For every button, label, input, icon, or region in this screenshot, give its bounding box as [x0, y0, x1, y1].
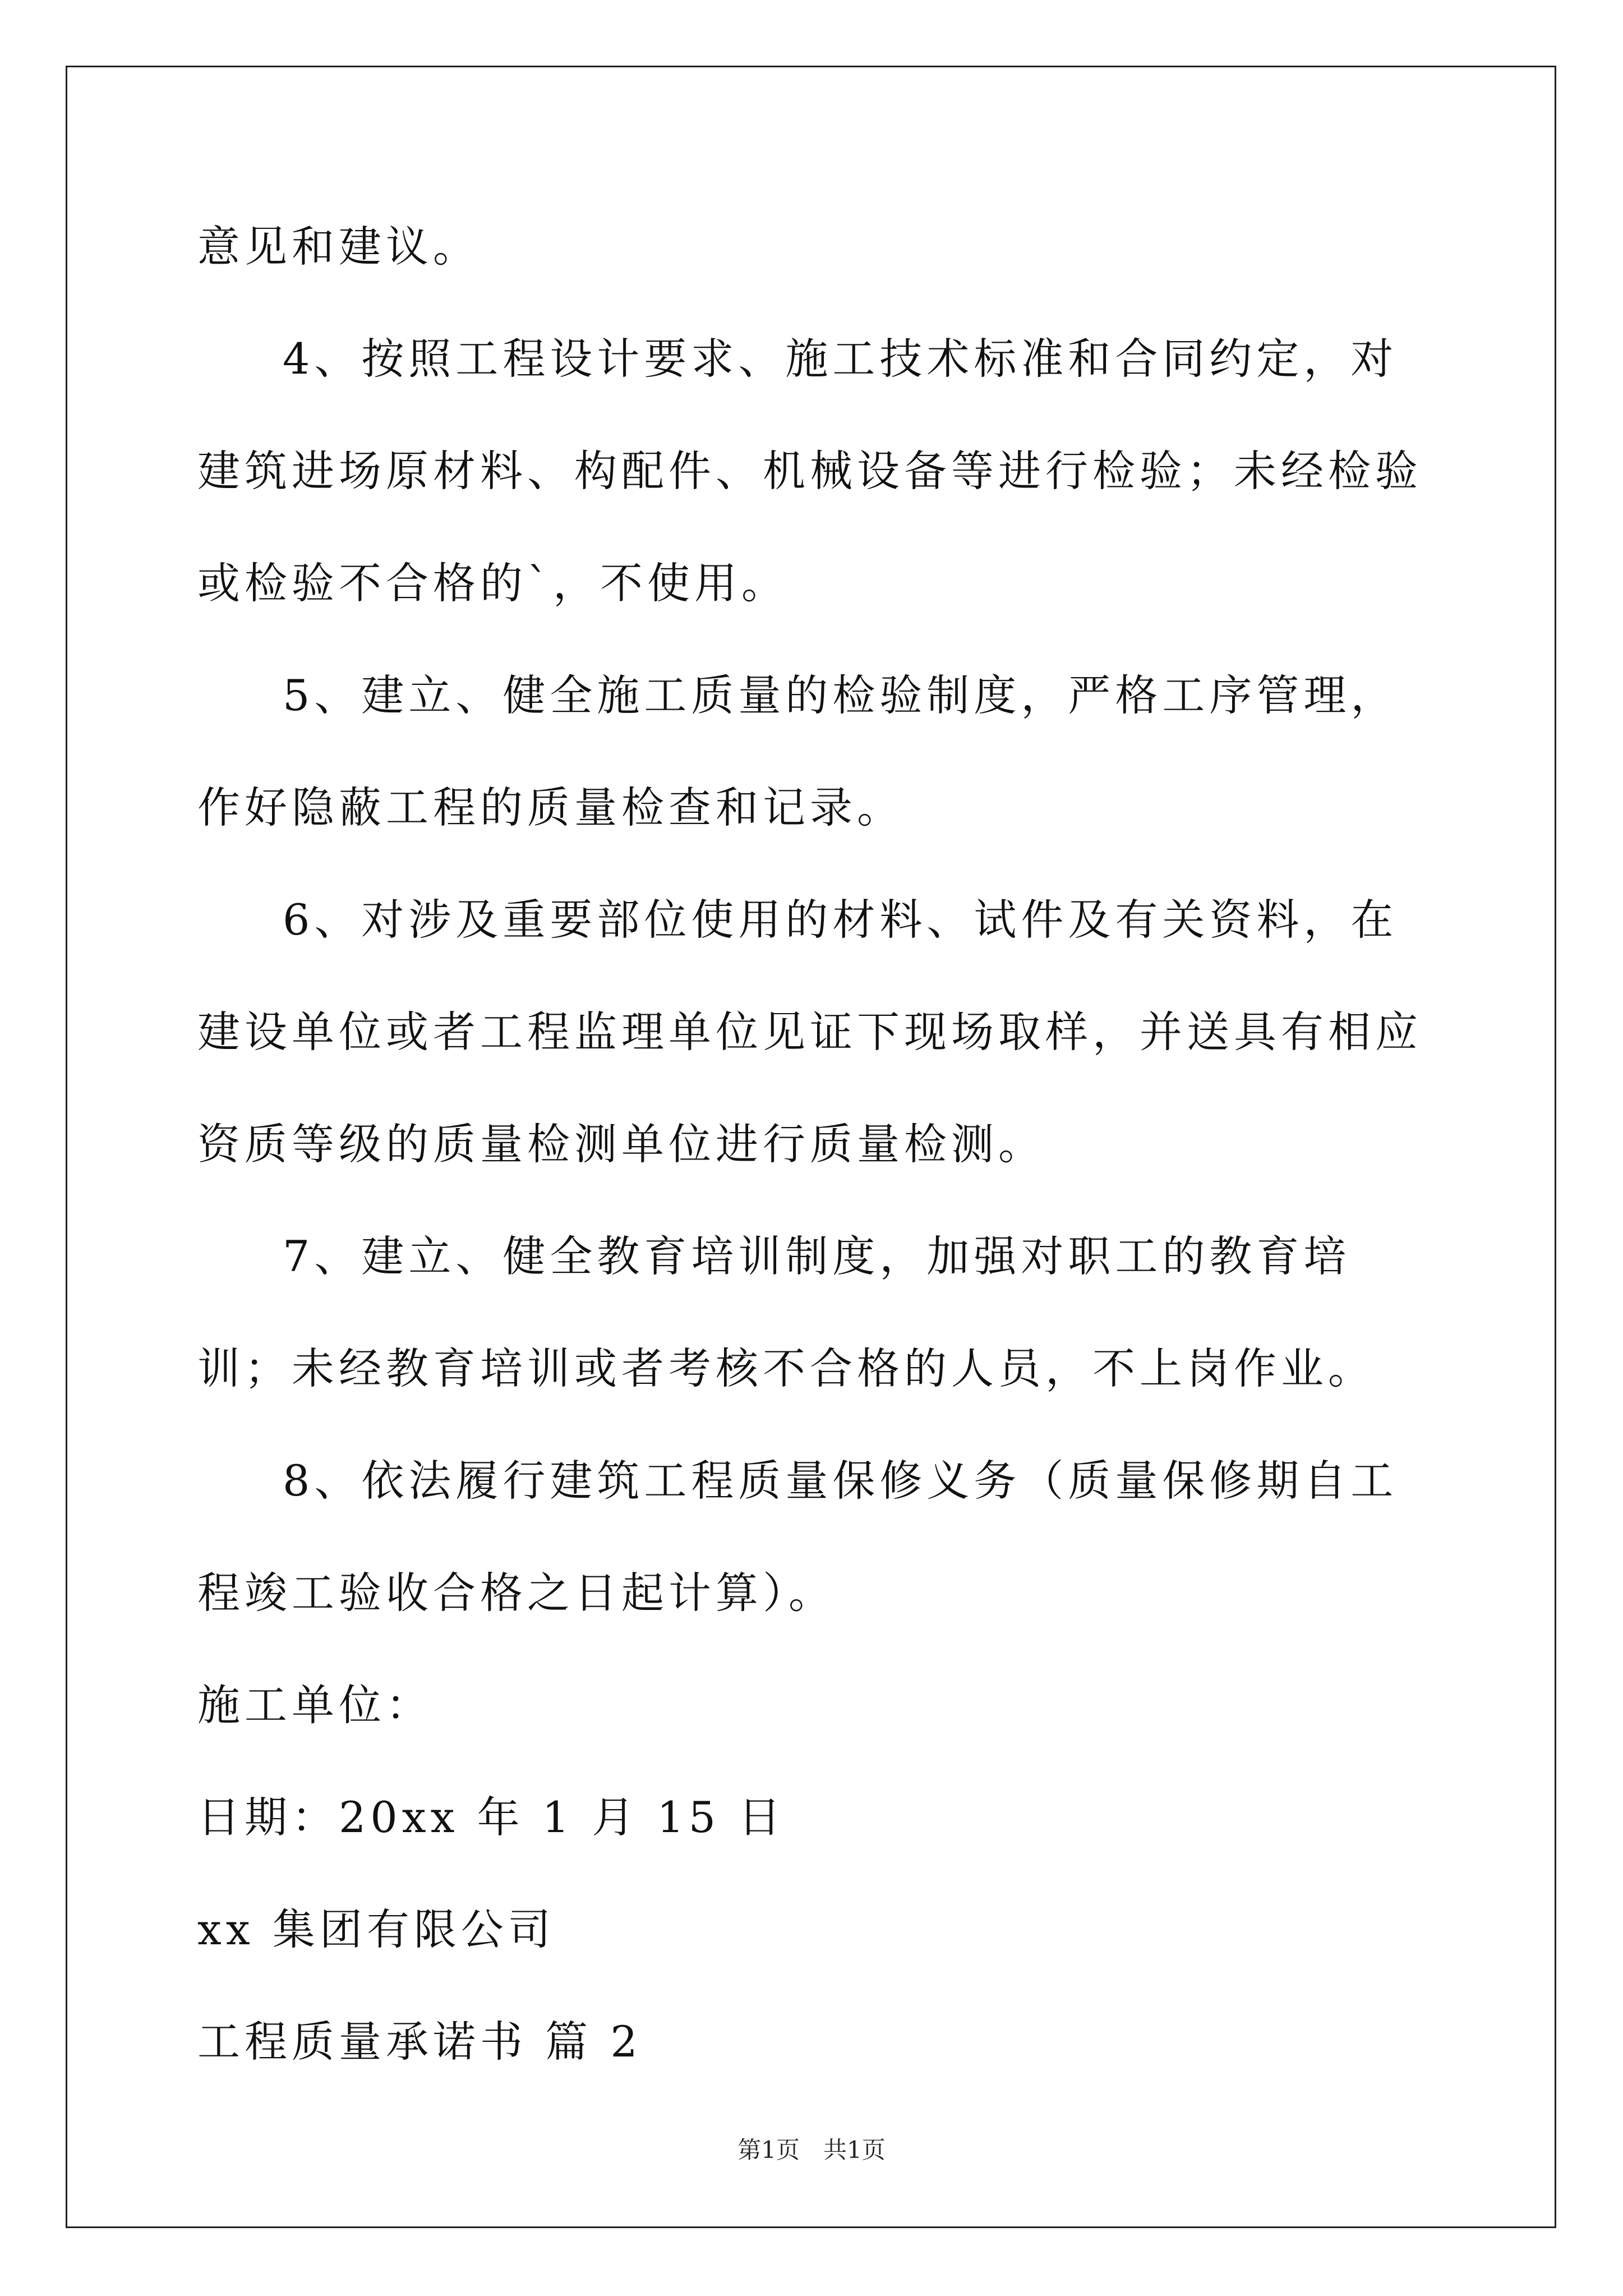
paragraph-item-6: 6、对涉及重要部位使用的材料、试件及有关资料，在建设单位或者工程监理单位见证下现场取样，并送具有相应资质等级的质量检测单位进行质量检测。 [197, 895, 1422, 1169]
construction-unit-line: 施工单位： [197, 1680, 433, 1730]
paragraph-continuation: 意见和建议。 [197, 222, 480, 272]
document-body [197, 191, 1426, 2098]
paragraph-item-8: 8、依法履行建筑工程质量保修义务（质量保修期自工程竣工验收合格之日起计算）。 [197, 1456, 1398, 1618]
company-name: xx 集团有限公司 [197, 1904, 555, 1954]
paragraph-item-7: 7、建立、健全教育培训制度，加强对职工的教育培训；未经教育培训或者考核不合格的人员，不上岗作业。 [197, 1231, 1375, 1393]
paragraph-item-4: 4、按照工程设计要求、施工技术标准和合同约定，对建筑进场原材料、构配件、机械设备等进行检验；未经检验或检验不合格的`，不使用。 [197, 334, 1422, 608]
page-footer: 第1页 共1页 [737, 2136, 886, 2164]
date-line: 日期：20xx 年 1 月 15 日 [197, 1792, 786, 1842]
section-heading: 工程质量承诺书 篇 2 [197, 2017, 642, 2067]
paragraph-item-5: 5、建立、健全施工质量的检验制度，严格工序管理，作好隐蔽工程的质量检查和记录。 [197, 670, 1398, 832]
